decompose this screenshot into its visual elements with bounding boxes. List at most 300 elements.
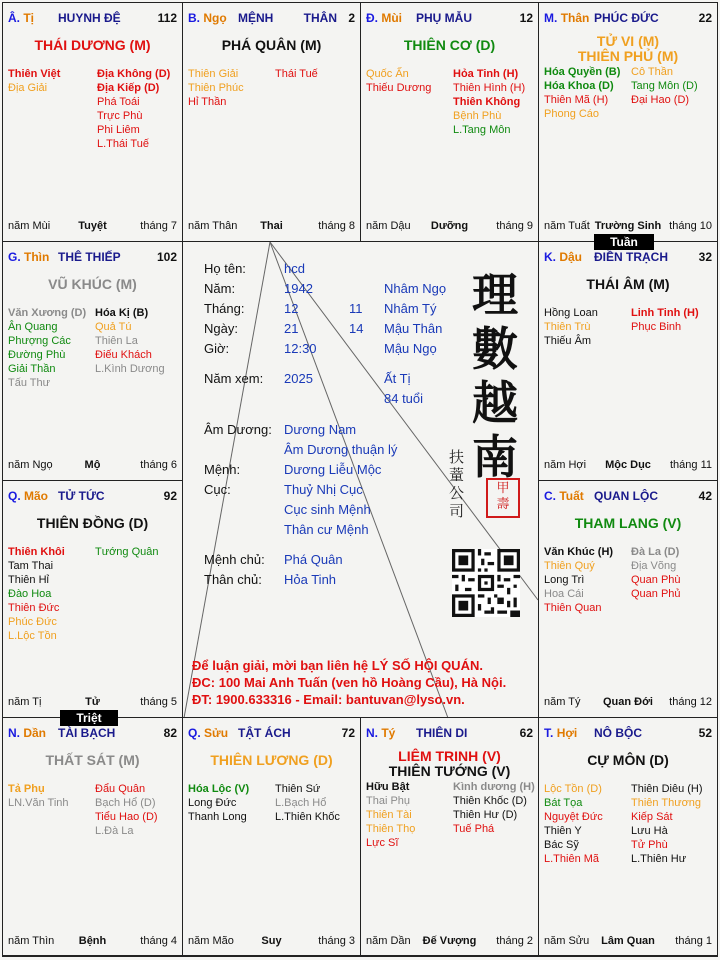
palace-can: G. bbox=[8, 250, 21, 264]
minor-star: Bác Sỹ bbox=[544, 839, 579, 851]
palace-age-number: 92 bbox=[163, 489, 177, 503]
palace-can: K. bbox=[544, 250, 556, 264]
year-label: Năm: bbox=[204, 281, 236, 296]
minor-stars-left bbox=[544, 306, 598, 348]
palace-year: năm Mão bbox=[188, 935, 234, 947]
palace-mui[interactable] bbox=[360, 2, 539, 242]
palace-phase: Bệnh bbox=[78, 935, 107, 947]
minor-star: Địa Giải bbox=[8, 82, 48, 94]
minor-stars-right bbox=[631, 306, 699, 334]
palace-can: Đ. bbox=[366, 11, 378, 25]
palace-footer bbox=[544, 220, 712, 233]
side-char-1: 扶 bbox=[449, 448, 465, 466]
minor-star: Thiên Mã (H) bbox=[544, 94, 609, 106]
palace-name: PHỤ MẪU bbox=[416, 11, 472, 25]
palace-thin[interactable] bbox=[2, 241, 183, 481]
main-star: LIÊM TRINH (V) bbox=[398, 748, 501, 764]
side-char-4: 司 bbox=[449, 502, 465, 520]
contact-phone-email[interactable]: ĐT: 1900.633316 - Email: bantuvan@lyso.vn. bbox=[192, 692, 465, 707]
palace-dau[interactable] bbox=[538, 241, 718, 481]
amduong-value: Dương Nam bbox=[284, 422, 357, 437]
minor-star: Giải Thần bbox=[8, 363, 56, 375]
palace-name: TẬT ÁCH bbox=[238, 726, 291, 740]
palace-chi: Thân bbox=[560, 11, 590, 25]
palace-phase: Dưỡng bbox=[430, 220, 469, 232]
minor-stars-left bbox=[188, 67, 244, 109]
calligraphy-char-4: 南 bbox=[472, 430, 518, 484]
minor-star: Điếu Khách bbox=[95, 349, 152, 361]
hour-label: Giờ: bbox=[204, 341, 230, 356]
minor-star: Hóa Quyền (B) bbox=[544, 66, 621, 78]
minor-star: Thanh Long bbox=[188, 811, 247, 823]
palace-month: tháng 11 bbox=[669, 459, 712, 471]
palace-year: năm Ngọ bbox=[8, 459, 53, 471]
minor-star: Thiên Trù bbox=[544, 321, 591, 333]
palace-hoi[interactable] bbox=[538, 717, 718, 957]
age: 84 tuổi bbox=[384, 391, 424, 406]
main-star: CỰ MÔN (D) bbox=[587, 752, 669, 768]
minor-star: L.Bạch Hổ bbox=[275, 797, 327, 809]
day-lunar: 14 bbox=[349, 321, 364, 336]
month-label: Tháng: bbox=[204, 301, 245, 316]
minor-stars-right bbox=[631, 545, 681, 601]
minor-star: Thiên Y bbox=[544, 825, 582, 837]
minor-star: Thiên Phúc bbox=[188, 82, 244, 94]
palace-chi: Ngọ bbox=[203, 11, 227, 25]
palace-suu[interactable] bbox=[182, 717, 361, 957]
menh-label: Mệnh: bbox=[204, 462, 241, 477]
palace-name: THIÊN DI bbox=[416, 726, 468, 740]
main-star: THÁI DƯƠNG (M) bbox=[34, 37, 151, 53]
main-star: THIÊN TƯỚNG (V) bbox=[388, 763, 511, 779]
palace-phase: Mộ bbox=[84, 459, 101, 471]
calligraphy-char-2: 數 bbox=[472, 322, 518, 376]
main-star: TỬ VI (M) bbox=[596, 33, 660, 49]
minor-star: Trực Phù bbox=[97, 110, 143, 122]
palace-footer bbox=[366, 935, 533, 948]
palace-footer bbox=[544, 459, 712, 472]
palace-can: B. bbox=[188, 11, 200, 25]
minor-star: Quan Phủ bbox=[631, 588, 681, 600]
minor-star: Thiên Hình (H) bbox=[453, 82, 526, 94]
contact-block bbox=[192, 657, 506, 708]
palace-year: năm Tuất bbox=[544, 220, 590, 232]
minor-star: L.Thiên Hư bbox=[631, 853, 687, 865]
palace-header bbox=[544, 250, 712, 264]
minor-star: Long Trì bbox=[544, 574, 585, 586]
name-value: hcd bbox=[284, 261, 305, 276]
main-star: THẤT SÁT (M) bbox=[45, 752, 140, 768]
palace-age-number: 112 bbox=[157, 11, 177, 25]
palace-footer bbox=[544, 935, 712, 948]
palace-header bbox=[188, 726, 355, 740]
palace-year: năm Sửu bbox=[544, 935, 590, 947]
main-star: THIÊN ĐỒNG (D) bbox=[36, 515, 149, 531]
hour-canchi: Mậu Ngọ bbox=[384, 341, 437, 356]
minor-stars-left bbox=[366, 780, 415, 850]
palace-name: THÊ THIẾP bbox=[58, 250, 121, 264]
minor-stars-left bbox=[544, 545, 613, 615]
minor-star: Bạch Hổ (D) bbox=[95, 797, 156, 809]
main-star: THIÊN CƠ (D) bbox=[403, 37, 496, 53]
minor-star: Thiên Quý bbox=[544, 560, 595, 572]
palace-month: tháng 5 bbox=[140, 696, 177, 708]
minor-stars-left bbox=[544, 782, 603, 866]
minor-star: Tả Phụ bbox=[8, 783, 45, 795]
palace-phase: Tử bbox=[85, 696, 100, 708]
palace-can: C. bbox=[544, 489, 556, 503]
minor-star: Bát Tọa bbox=[544, 797, 583, 809]
amduong-note: Âm Dương thuận lý bbox=[284, 442, 398, 457]
palace-year: năm Thìn bbox=[8, 935, 55, 947]
minor-star: Thiên Thương bbox=[631, 797, 702, 809]
thanchu-label: Thân chủ: bbox=[204, 572, 262, 587]
month-value: 12 bbox=[284, 301, 299, 316]
palace-chi: Tý bbox=[381, 726, 396, 740]
cuc-value: Thuỷ Nhị Cục bbox=[284, 482, 363, 497]
palace-footer bbox=[8, 220, 177, 233]
palace-name: TỬ TỨC bbox=[58, 489, 105, 503]
minor-stars-right bbox=[631, 65, 698, 107]
minor-star: Thiên Khốc (D) bbox=[453, 795, 527, 807]
palace-age-number: 42 bbox=[698, 489, 712, 503]
minor-stars-right bbox=[95, 306, 165, 376]
palace-can: Q. bbox=[8, 489, 21, 503]
minor-stars-left bbox=[544, 65, 620, 121]
minor-star: Thiếu Âm bbox=[544, 335, 592, 347]
minor-star: Thiên Diêu (H) bbox=[631, 783, 703, 795]
minor-star: Phá Toái bbox=[97, 96, 140, 108]
main-star: VŨ KHÚC (M) bbox=[48, 276, 137, 292]
palace-phase: Đế Vượng bbox=[422, 935, 477, 947]
palace-year: năm Hợi bbox=[544, 459, 587, 471]
minor-star: Thiên Không bbox=[453, 96, 521, 108]
minor-stars-left bbox=[366, 67, 431, 95]
minor-stars-right bbox=[453, 780, 535, 836]
palace-month: tháng 3 bbox=[318, 935, 355, 947]
palace-footer bbox=[544, 696, 712, 709]
minor-star: Nguyệt Đức bbox=[544, 811, 603, 823]
minor-star: Phong Cáo bbox=[544, 108, 600, 120]
minor-star: Thiên Hỉ bbox=[8, 574, 49, 586]
palace-header bbox=[366, 11, 533, 25]
palace-year: năm Tý bbox=[544, 696, 581, 708]
minor-star: Tấu Thư bbox=[8, 377, 51, 389]
minor-star: Hồng Loan bbox=[544, 307, 598, 319]
minor-stars-left bbox=[188, 782, 249, 824]
palace-phase: Mộc Dục bbox=[605, 459, 651, 471]
minor-star: Địa Võng bbox=[631, 560, 677, 572]
minor-stars-left bbox=[8, 306, 86, 390]
palace-header bbox=[8, 11, 177, 25]
palace-name: PHÚC ĐỨC bbox=[594, 11, 659, 25]
minor-star: L.Lộc Tồn bbox=[8, 630, 57, 642]
tuan-tag: Tuần bbox=[594, 234, 654, 250]
minor-star: Kình dương (H) bbox=[453, 781, 535, 793]
minor-star: Thiên Khôi bbox=[8, 546, 65, 558]
palace-phase: Trường Sinh bbox=[594, 220, 662, 232]
palace-name: TÀI BẠCH bbox=[58, 726, 116, 740]
minor-star: Hóa Kị (B) bbox=[95, 307, 149, 319]
minor-star: Cô Thần bbox=[631, 66, 673, 78]
palace-age-number: 22 bbox=[698, 11, 712, 25]
palace-year: năm Tị bbox=[8, 696, 42, 708]
palace-month: tháng 4 bbox=[140, 935, 177, 947]
menhchu-label: Mệnh chủ: bbox=[204, 552, 265, 567]
minor-star: Kiếp Sát bbox=[631, 811, 673, 823]
minor-stars-right bbox=[95, 782, 158, 838]
day-label: Ngày: bbox=[204, 321, 238, 336]
palace-age-number: 72 bbox=[341, 726, 355, 740]
palace-header bbox=[544, 11, 712, 25]
palace-ngo[interactable] bbox=[182, 2, 361, 242]
palace-month: tháng 8 bbox=[318, 220, 355, 232]
minor-star: L.Thiên Mã bbox=[544, 853, 600, 865]
day-canchi: Mậu Thân bbox=[384, 321, 443, 336]
minor-star: Ân Quang bbox=[8, 321, 58, 333]
minor-star: Linh Tinh (H) bbox=[631, 307, 699, 319]
side-char-3: 公 bbox=[449, 484, 465, 502]
minor-star: Hóa Khoa (D) bbox=[544, 80, 614, 92]
minor-star: Phượng Các bbox=[8, 335, 71, 347]
minor-star: Quan Phù bbox=[631, 574, 681, 586]
palace-mao[interactable] bbox=[2, 480, 183, 718]
minor-stars-left bbox=[8, 545, 65, 643]
palace-year: năm Dần bbox=[366, 935, 411, 947]
palace-phase: Thai bbox=[260, 220, 283, 232]
palace-month: tháng 1 bbox=[675, 935, 712, 947]
minor-star: Thai Phụ bbox=[366, 795, 411, 807]
minor-star: Địa Không (D) bbox=[97, 68, 171, 80]
palace-ti[interactable] bbox=[2, 2, 183, 242]
palace-name: NÔ BỘC bbox=[594, 726, 642, 740]
palace-chi: Thìn bbox=[24, 250, 50, 264]
minor-star: L.Thái Tuế bbox=[97, 138, 149, 150]
minor-stars-right bbox=[275, 67, 318, 81]
minor-star: Đào Hoa bbox=[8, 588, 52, 600]
minor-star: Thiên Đức bbox=[8, 602, 60, 614]
day-value: 21 bbox=[284, 321, 299, 336]
minor-star: Phục Binh bbox=[631, 321, 682, 333]
minor-star: Thiên Việt bbox=[8, 68, 61, 80]
palace-ty[interactable] bbox=[360, 717, 539, 957]
minor-star: Thiếu Dương bbox=[366, 82, 432, 94]
red-seal-stamp: 甲 壽 bbox=[486, 478, 520, 518]
main-star: THÁI ÂM (M) bbox=[586, 276, 670, 292]
minor-star: L.Đà La bbox=[95, 825, 134, 837]
minor-star: Hoa Cái bbox=[544, 588, 584, 600]
minor-star: Thiên La bbox=[95, 335, 138, 347]
calligraphy-char-1: 理 bbox=[472, 268, 518, 322]
palace-age-number: 52 bbox=[698, 726, 712, 740]
minor-star: Thiên Tài bbox=[366, 809, 412, 821]
minor-star: Hỉ Thần bbox=[188, 96, 227, 108]
hour-value: 12:30 bbox=[284, 341, 317, 356]
palace-can: T. bbox=[544, 726, 554, 740]
triet-tag: Triệt bbox=[60, 710, 118, 726]
palace-month: tháng 9 bbox=[496, 220, 533, 232]
palace-tuat[interactable] bbox=[538, 480, 718, 718]
minor-star: Tam Thai bbox=[8, 560, 54, 572]
calligraphy-char-3: 越 bbox=[472, 376, 518, 430]
palace-can: N. bbox=[366, 726, 378, 740]
palace-header bbox=[544, 726, 712, 740]
minor-star: L.Tang Môn bbox=[453, 124, 511, 136]
palace-chi: Dậu bbox=[559, 250, 583, 264]
palace-year: năm Thân bbox=[188, 220, 238, 232]
main-star: PHÁ QUÂN (M) bbox=[221, 37, 322, 53]
palace-month: tháng 12 bbox=[669, 696, 712, 708]
palace-can: N. bbox=[8, 726, 20, 740]
minor-star: LN.Văn Tinh bbox=[8, 797, 69, 809]
view-year-value: 2025 bbox=[284, 371, 313, 386]
palace-age-number: 12 bbox=[519, 11, 533, 25]
palace-chi: Tị bbox=[23, 11, 35, 25]
minor-star: Thiên Giải bbox=[188, 68, 239, 80]
minor-star: Đại Hao (D) bbox=[631, 94, 690, 106]
than-marker: THÂN bbox=[303, 11, 337, 25]
palace-header bbox=[544, 489, 712, 503]
palace-can: M. bbox=[544, 11, 558, 25]
palace-chi: Hợi bbox=[556, 726, 578, 740]
palace-header bbox=[8, 489, 177, 503]
minor-stars-right bbox=[631, 782, 703, 866]
month-lunar: 11 bbox=[349, 301, 363, 316]
minor-star: Thiên Thọ bbox=[366, 823, 416, 835]
cuc-note-1: Cục sinh Mệnh bbox=[284, 502, 371, 517]
minor-star: Đường Phù bbox=[8, 349, 66, 361]
minor-star: Hỏa Tinh (H) bbox=[453, 68, 519, 80]
main-star: THIÊN PHỦ (M) bbox=[577, 48, 679, 64]
cuc-note-2: Thân cư Mệnh bbox=[284, 522, 369, 537]
palace-header bbox=[8, 250, 177, 264]
palace-age-number: 102 bbox=[156, 250, 177, 264]
palace-footer bbox=[366, 220, 533, 233]
palace-can: Q. bbox=[188, 726, 201, 740]
palace-month: tháng 2 bbox=[496, 935, 533, 947]
name-label: Họ tên: bbox=[204, 261, 246, 276]
palace-phase: Lâm Quan bbox=[601, 935, 655, 947]
palace-footer bbox=[8, 935, 177, 948]
palace-chi: Tuất bbox=[559, 489, 584, 503]
minor-star: Thiên Quan bbox=[544, 602, 602, 614]
minor-star: Tiểu Hao (D) bbox=[95, 811, 158, 823]
palace-age-number: 2 bbox=[348, 11, 355, 25]
palace-chi: Mùi bbox=[381, 11, 403, 25]
palace-phase: Suy bbox=[261, 935, 282, 947]
palace-dan[interactable] bbox=[2, 717, 183, 957]
minor-stars-left bbox=[8, 67, 60, 95]
palace-chi: Mão bbox=[24, 489, 49, 503]
minor-star: Tang Môn (D) bbox=[631, 80, 698, 92]
minor-star: Thiên Sứ bbox=[275, 783, 321, 795]
minor-star: Tuế Phá bbox=[453, 823, 495, 835]
palace-name: MỆNH bbox=[238, 11, 274, 25]
cuc-label: Cục: bbox=[204, 482, 231, 497]
minor-star: Tử Phù bbox=[631, 839, 668, 851]
minor-stars-left bbox=[8, 782, 69, 810]
contact-address: ĐC: 100 Mai Anh Tuấn (ven hồ Hoàng Cầu), Hà Nội. bbox=[192, 675, 507, 690]
minor-star: Địa Kiếp (D) bbox=[97, 82, 160, 94]
main-star: THAM LANG (V) bbox=[574, 515, 682, 531]
palace-phase: Tuyệt bbox=[78, 220, 107, 232]
minor-star: Hữu Bật bbox=[366, 781, 410, 793]
thanchu-value: Hỏa Tinh bbox=[284, 572, 337, 587]
palace-year: năm Dậu bbox=[366, 220, 411, 232]
main-star: THIÊN LƯƠNG (D) bbox=[210, 752, 333, 768]
minor-star: Đẩu Quân bbox=[95, 783, 146, 795]
minor-star: Văn Khúc (H) bbox=[544, 546, 614, 558]
palace-header bbox=[8, 726, 177, 740]
palace-age-number: 62 bbox=[519, 726, 533, 740]
minor-star: Thái Tuế bbox=[275, 68, 318, 80]
contact-line-1: Để luận giải, mời bạn liên hệ LÝ SỐ HỘI QUÁN. bbox=[192, 658, 483, 673]
view-year-label: Năm xem: bbox=[204, 371, 264, 386]
palace-than[interactable] bbox=[538, 2, 718, 242]
palace-footer bbox=[8, 696, 177, 709]
minor-stars-right bbox=[95, 545, 159, 559]
year-value: 1942 bbox=[284, 281, 313, 296]
minor-star: Bệnh Phù bbox=[453, 110, 502, 122]
palace-footer bbox=[188, 220, 355, 233]
palace-name: HUYNH ĐỆ bbox=[58, 11, 121, 25]
minor-star: Phi Liêm bbox=[97, 124, 140, 136]
palace-month: tháng 7 bbox=[140, 220, 177, 232]
palace-can: Â. bbox=[8, 11, 20, 25]
palace-age-number: 32 bbox=[698, 250, 712, 264]
month-canchi: Nhâm Tý bbox=[384, 301, 437, 316]
minor-star: Đà La (D) bbox=[631, 546, 680, 558]
palace-phase: Quan Đới bbox=[603, 696, 653, 708]
minor-stars-right bbox=[97, 67, 170, 151]
minor-star: Văn Xương (D) bbox=[8, 307, 87, 319]
minor-star: Tướng Quân bbox=[95, 546, 159, 558]
palace-chi: Sửu bbox=[204, 726, 229, 740]
menhchu-value: Phá Quân bbox=[284, 552, 343, 567]
minor-star: Long Đức bbox=[188, 797, 237, 809]
palace-month: tháng 10 bbox=[669, 220, 712, 232]
minor-stars-right bbox=[453, 67, 525, 137]
minor-star: Hóa Lộc (V) bbox=[188, 783, 250, 795]
palace-age-number: 82 bbox=[163, 726, 177, 740]
minor-stars-right bbox=[275, 782, 340, 824]
qr-code-icon[interactable] bbox=[452, 549, 520, 617]
palace-month: tháng 6 bbox=[140, 459, 177, 471]
minor-star: L.Kình Dương bbox=[95, 363, 165, 375]
palace-name: QUAN LỘC bbox=[594, 489, 658, 503]
palace-year: năm Mùi bbox=[8, 220, 51, 232]
minor-star: Lưu Hà bbox=[631, 825, 668, 837]
palace-chi: Dần bbox=[23, 726, 47, 740]
palace-name: ĐIỀN TRẠCH bbox=[594, 250, 668, 264]
side-char-2: 蕫 bbox=[449, 466, 465, 484]
minor-star: Thiên Hư (D) bbox=[453, 809, 518, 821]
palace-footer bbox=[188, 935, 355, 948]
menh-value: Dương Liễu Mộc bbox=[284, 462, 382, 477]
minor-star: Lộc Tồn (D) bbox=[544, 783, 602, 795]
minor-star: L.Thiên Khốc bbox=[275, 811, 340, 823]
amduong-label: Âm Dương: bbox=[204, 422, 272, 437]
palace-header bbox=[366, 726, 533, 740]
minor-star: Quả Tú bbox=[95, 321, 132, 333]
view-year-canchi: Ất Tị bbox=[384, 371, 411, 386]
palace-header bbox=[188, 11, 355, 25]
year-canchi: Nhâm Ngọ bbox=[384, 281, 447, 296]
minor-star: Quốc Ấn bbox=[366, 68, 409, 80]
minor-star: Lực Sĩ bbox=[366, 837, 399, 849]
minor-star: Phúc Đức bbox=[8, 616, 57, 628]
palace-footer bbox=[8, 459, 177, 472]
